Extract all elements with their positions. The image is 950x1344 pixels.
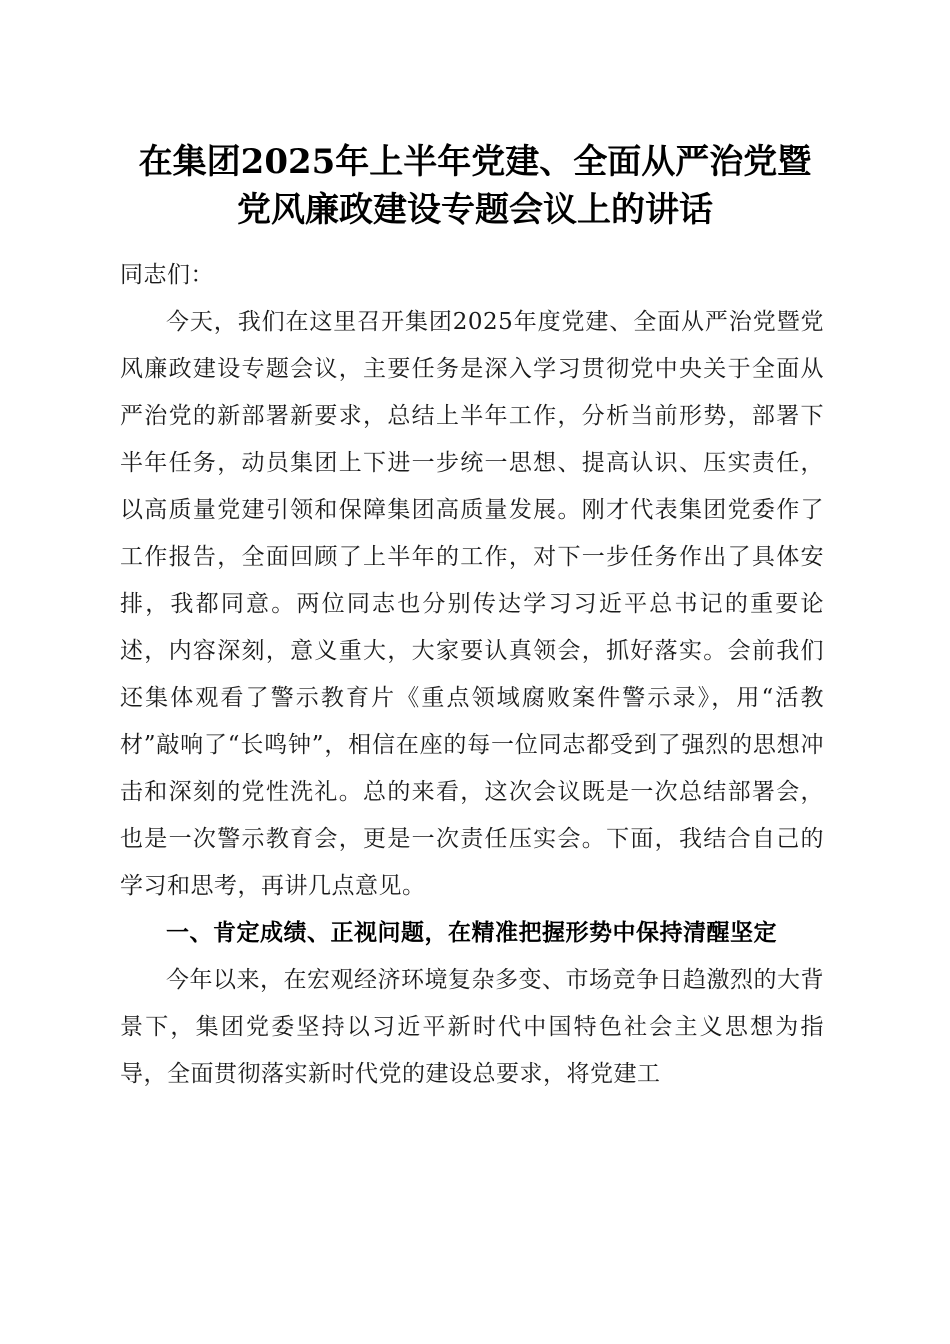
salutation: 同志们： [120, 262, 214, 288]
section-heading-1: 一、肯定成绩、正视问题，在精准把握形势中保持清醒坚定 [166, 920, 777, 946]
document-title [110, 138, 840, 234]
title-line-1: 在集团2025年上半年党建、全面从严治党暨 [138, 142, 812, 182]
paragraph-section-1: 今年以来，在宏观经济环境复杂多变、市场竞争日趋激烈的大背景下，集团党委坚持以习近平新时代中国特色社会主义思想为指导，全面贯彻落实新时代党的建设总要求，将党建工 [120, 967, 824, 1087]
paragraph-opening: 今天，我们在这里召开集团2025年度党建、全面从严治党暨党风廉政建设专题会议，主要任务是深入学习贯彻党中央关于全面从严治党的新部署新要求，总结上半年工作，分析当前形势，部署下半年任务，动员集团上下进一步统一思想、提高认识、压实责任，以高质量党建引领和保障集团高质量发展。刚才代表集团党委作了工作报告，全面回顾了上半年的工作，对下一步任务作出了具体安排，我都同意。两位同志也分别传达学习习近平总书记的重要论述，内容深刻，意义重大，大家要认真领会，抓好落实。会前我们还集体观看了警示教育片《重点领域腐败案件警示录》，用“活教材”敲响了“长鸣钟”，相信在座的每一位同志都受到了强烈的思想冲击和深刻的党性洗礼。总的来看，这次会议既是一次总结部署会，也是一次警示教育会，更是一次责任压实会。下面，我结合自己的学习和思考，再讲几点意见。 [120, 309, 824, 899]
document-body [120, 252, 824, 1098]
title-line-2: 党风廉政建设专题会议上的讲话 [237, 190, 713, 230]
